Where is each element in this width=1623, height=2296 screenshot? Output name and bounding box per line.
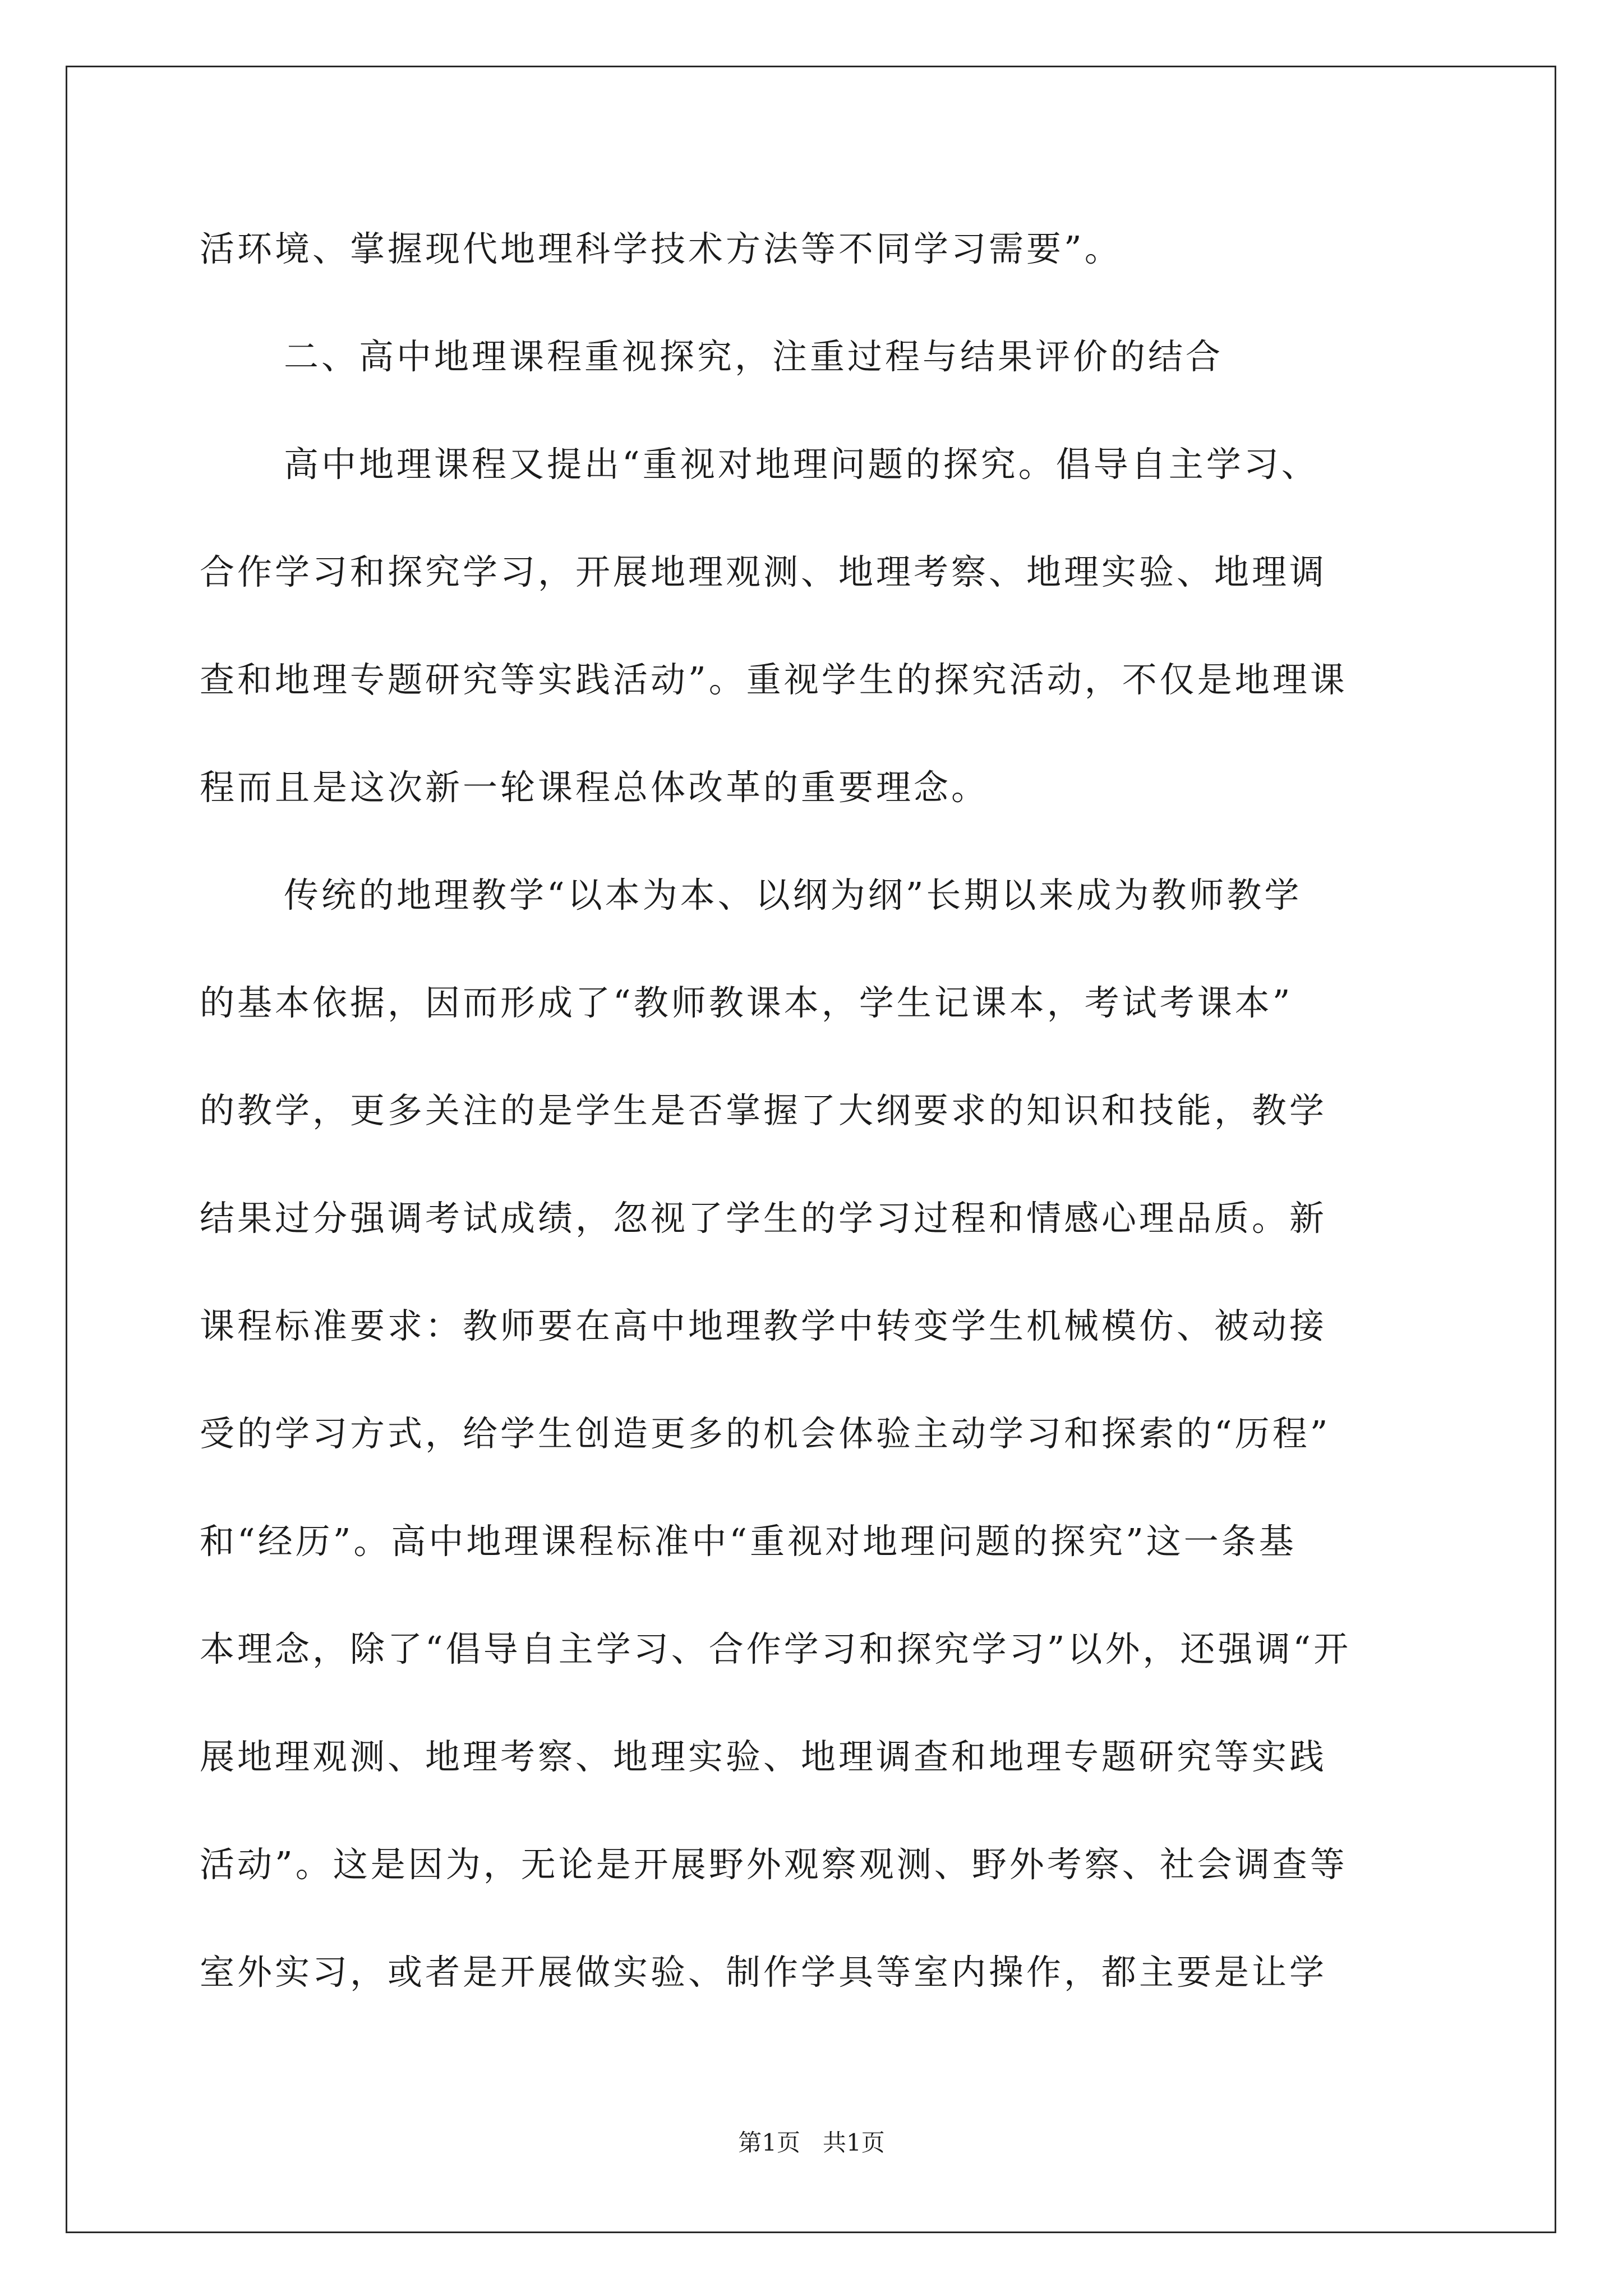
body-line: 课程标准要求：教师要在高中地理教学中转变学生机械模仿、被动接	[200, 1305, 1327, 1346]
body-line: 的教学，更多关注的是学生是否掌握了大纲要求的知识和技能，教学	[200, 1090, 1327, 1131]
body-line: 和“经历”。高中地理课程标准中“重视对地理问题的探究”这一条基	[200, 1521, 1297, 1562]
page-number: 第1页	[738, 2129, 800, 2156]
body-line: 传统的地理教学“以本为本、以纲为纲”长期以来成为教师教学	[284, 875, 1302, 915]
body-line: 展地理观测、地理考察、地理实验、地理调查和地理专题研究等实践	[200, 1736, 1327, 1777]
body-line: 的基本依据，因而形成了“教师教课本，学生记课本，考试考课本”	[200, 982, 1293, 1023]
body-line: 查和地理专题研究等实践活动”。重视学生的探究活动，不仅是地理课	[200, 659, 1348, 700]
body-line: 活环境、掌握现代地理科学技术方法等不同学习需要”。	[200, 228, 1122, 269]
body-line: 室外实习，或者是开展做实验、制作学具等室内操作，都主要是让学	[200, 1952, 1327, 1993]
body-line: 高中地理课程又提出“重视对地理问题的探究。倡导自主学习、	[284, 444, 1319, 485]
page-total: 共1页	[823, 2129, 885, 2156]
body-line: 活动”。这是因为，无论是开展野外观察观测、野外考察、社会调查等	[200, 1844, 1348, 1885]
body-line: 程而且是这次新一轮课程总体改革的重要理念。	[200, 767, 989, 808]
section-heading: 二、高中地理课程重视探究，注重过程与结果评价的结合	[284, 336, 1224, 377]
page-footer	[0, 2126, 1623, 2160]
body-line: 受的学习方式，给学生创造更多的机会体验主动学习和探索的“历程”	[200, 1413, 1331, 1454]
body-line: 结果过分强调考试成绩，忽视了学生的学习过程和情感心理品质。新	[200, 1198, 1327, 1239]
document-body	[200, 222, 1433, 2053]
body-line: 本理念，除了“倡导自主学习、合作学习和探究学习”以外，还强调“开	[200, 1628, 1352, 1669]
body-line: 合作学习和探究学习，开展地理观测、地理考察、地理实验、地理调	[200, 551, 1327, 592]
